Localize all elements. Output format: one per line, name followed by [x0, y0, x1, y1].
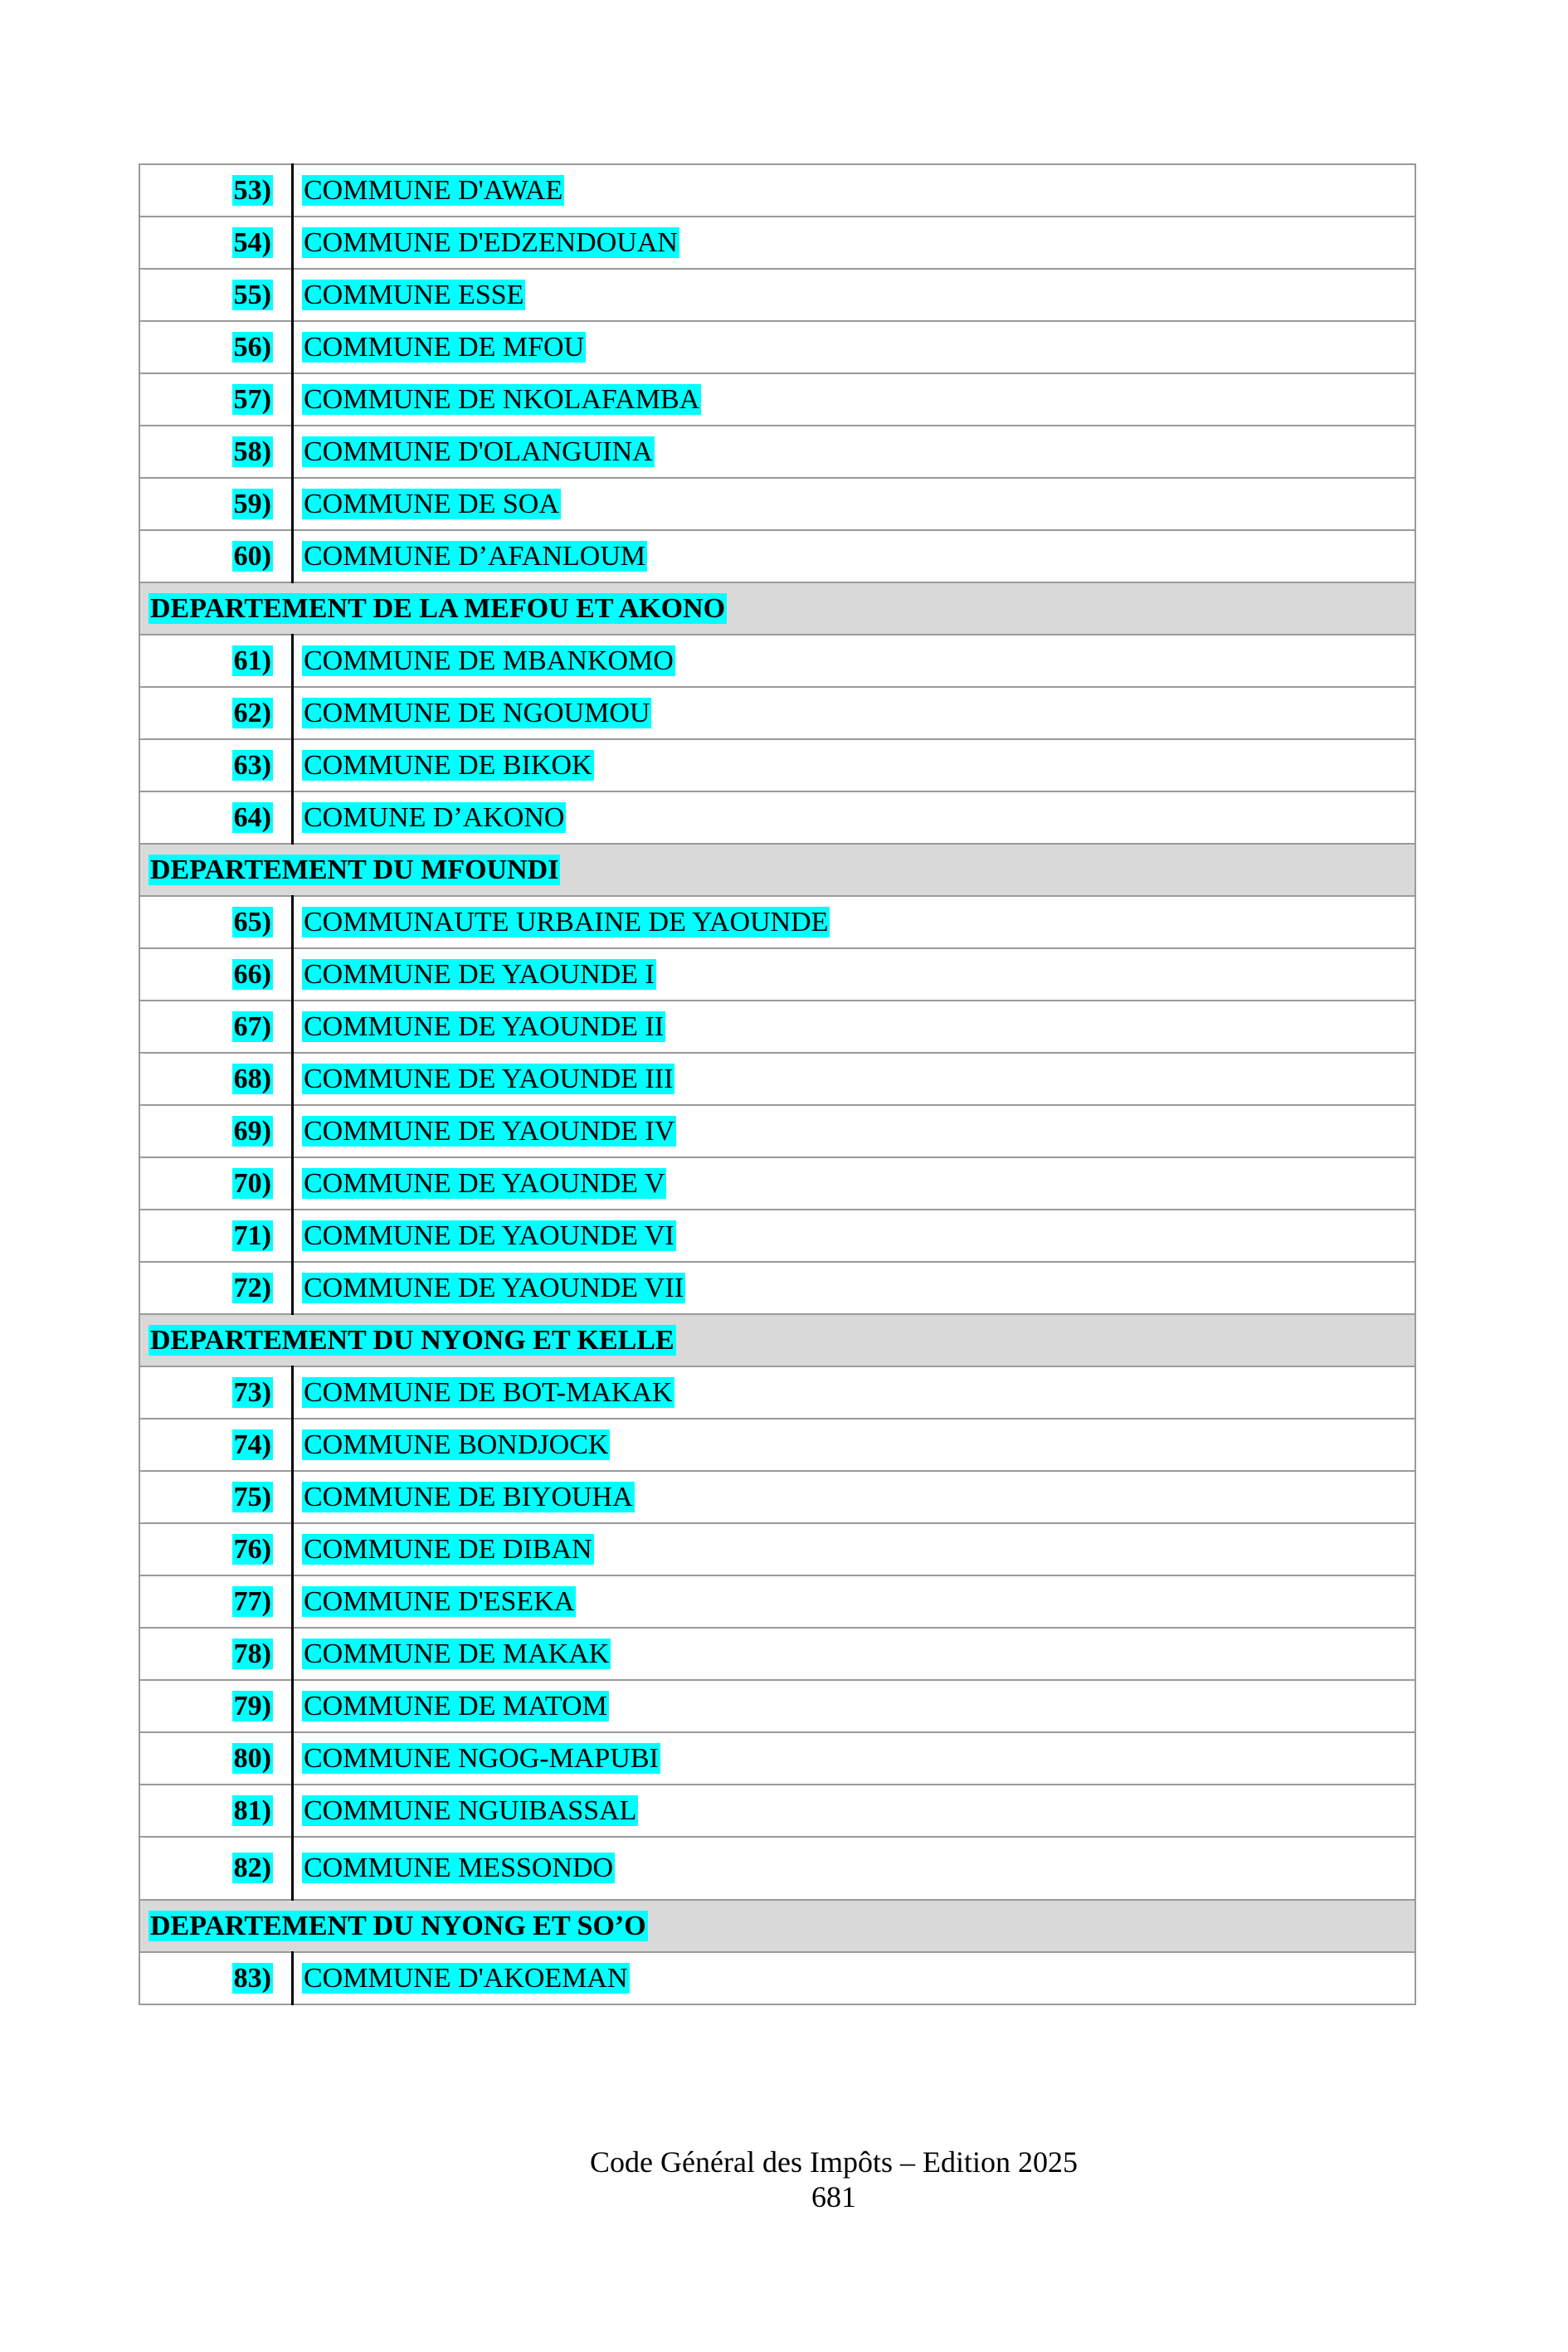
commune-name-cell [293, 1157, 1416, 1210]
commune-name: COMUNE D’AKONO [304, 801, 565, 833]
department-header-row [139, 582, 1415, 635]
row-number: 76) [233, 1533, 271, 1565]
commune-name: COMMUNAUTE URBAINE DE YAOUNDE [304, 906, 829, 937]
table-row [139, 1523, 1415, 1575]
department-header-row [139, 1900, 1415, 1952]
commune-name-cell [293, 1680, 1416, 1732]
row-number-cell [139, 1210, 293, 1262]
department-header-cell [139, 1900, 1415, 1952]
row-number: 79) [233, 1690, 271, 1721]
row-number-cell [139, 1471, 293, 1523]
commune-name: COMMUNE DE MBANKOMO [304, 645, 674, 676]
row-number-cell [139, 217, 293, 269]
table-row [139, 1785, 1415, 1837]
footer-title: Code Général des Impôts – Edition 2025 [590, 2145, 1078, 2179]
row-number: 75) [233, 1481, 271, 1512]
row-number-cell [139, 896, 293, 948]
page-footer [0, 2145, 1568, 2214]
commune-name: COMMUNE BONDJOCK [304, 1429, 609, 1460]
table-row [139, 1419, 1415, 1471]
commune-name: COMMUNE NGOG-MAPUBI [304, 1742, 659, 1774]
commune-name: COMMUNE DE NKOLAFAMBA [304, 383, 700, 415]
row-number-cell [139, 478, 293, 530]
row-number: 72) [233, 1272, 271, 1303]
commune-name-cell [293, 635, 1416, 687]
commune-name-cell [293, 373, 1416, 426]
table-row [139, 321, 1415, 373]
row-number: 77) [233, 1585, 271, 1617]
row-number: 61) [233, 645, 271, 676]
commune-name-cell [293, 1628, 1416, 1680]
row-number-cell [139, 1575, 293, 1628]
department-header-cell [139, 582, 1415, 635]
commune-name: COMMUNE MESSONDO [304, 1853, 614, 1883]
row-number: 63) [233, 749, 271, 781]
department-header-cell [139, 844, 1415, 896]
row-number: 56) [233, 331, 271, 363]
department-title: DEPARTEMENT DU NYONG ET SO’O [150, 1910, 646, 1941]
commune-name-cell [293, 791, 1416, 844]
row-number: 64) [233, 801, 271, 833]
row-number: 83) [233, 1962, 271, 1994]
commune-name-cell [293, 530, 1416, 582]
commune-name-cell [293, 1523, 1416, 1575]
table-row [139, 1952, 1415, 2004]
commune-name: COMMUNE DE YAOUNDE I [304, 958, 655, 990]
row-number-cell [139, 269, 293, 321]
commune-name-cell [293, 1210, 1416, 1262]
commune-name-cell [293, 164, 1416, 217]
row-number: 59) [233, 488, 271, 519]
table-row [139, 1575, 1415, 1628]
table-row [139, 373, 1415, 426]
table-row [139, 791, 1415, 844]
table-row [139, 1210, 1415, 1262]
commune-name-cell [293, 739, 1416, 791]
communes-table-body [139, 164, 1415, 2004]
table-row [139, 269, 1415, 321]
table-row [139, 1157, 1415, 1210]
commune-name: COMMUNE D’AFANLOUM [304, 540, 646, 572]
table-row [139, 1366, 1415, 1419]
table-row [139, 1053, 1415, 1105]
table-row [139, 739, 1415, 791]
row-number-cell [139, 791, 293, 844]
row-number-cell [139, 1001, 293, 1053]
row-number: 78) [233, 1638, 271, 1669]
row-number-cell [139, 1366, 293, 1419]
table-row [139, 530, 1415, 582]
commune-name: COMMUNE DE YAOUNDE III [304, 1063, 674, 1094]
table-row [139, 478, 1415, 530]
row-number-cell [139, 1523, 293, 1575]
row-number: 73) [233, 1376, 271, 1408]
row-number: 67) [233, 1010, 271, 1042]
commune-name: COMMUNE DE YAOUNDE V [304, 1167, 665, 1199]
commune-name: COMMUNE DE BOT-MAKAK [304, 1376, 673, 1408]
table-row [139, 1105, 1415, 1157]
row-number-cell [139, 1053, 293, 1105]
communes-table [139, 163, 1416, 2005]
commune-name-cell [293, 426, 1416, 478]
table-row [139, 1680, 1415, 1732]
department-header-row [139, 1314, 1415, 1366]
commune-name-cell [293, 948, 1416, 1001]
commune-name-cell [293, 1001, 1416, 1053]
table-row [139, 426, 1415, 478]
row-number-cell [139, 1157, 293, 1210]
table-row [139, 1837, 1415, 1900]
commune-name: COMMUNE DE NGOUMOU [304, 697, 650, 728]
commune-name-cell [293, 1419, 1416, 1471]
table-row [139, 164, 1415, 217]
table-row [139, 635, 1415, 687]
row-number-cell [139, 1628, 293, 1680]
row-number: 81) [233, 1794, 271, 1826]
commune-name: COMMUNE DE MAKAK [304, 1638, 610, 1669]
commune-name-cell [293, 1053, 1416, 1105]
commune-name-cell [293, 1262, 1416, 1314]
commune-name-cell [293, 321, 1416, 373]
row-number: 80) [233, 1742, 271, 1774]
table-row [139, 1732, 1415, 1785]
commune-name-cell [293, 896, 1416, 948]
commune-name-cell [293, 1732, 1416, 1785]
commune-name: COMMUNE DE YAOUNDE VII [304, 1272, 684, 1303]
row-number: 53) [233, 174, 271, 206]
row-number: 82) [233, 1853, 271, 1883]
row-number-cell [139, 1262, 293, 1314]
row-number-cell [139, 1952, 293, 2004]
row-number-cell [139, 635, 293, 687]
row-number-cell [139, 1419, 293, 1471]
commune-name-cell [293, 1471, 1416, 1523]
row-number-cell [139, 739, 293, 791]
department-header-row [139, 844, 1415, 896]
row-number: 60) [233, 540, 271, 572]
commune-name: COMMUNE DE BIYOUHA [304, 1481, 633, 1512]
commune-name: COMMUNE DE YAOUNDE II [304, 1010, 665, 1042]
table-row [139, 896, 1415, 948]
table-row [139, 948, 1415, 1001]
row-number-cell [139, 1837, 293, 1900]
commune-name-cell [293, 478, 1416, 530]
commune-name-cell [293, 1105, 1416, 1157]
commune-name: COMMUNE D'AKOEMAN [304, 1962, 628, 1994]
page-number: 681 [811, 2180, 856, 2213]
commune-name-cell [293, 217, 1416, 269]
row-number: 74) [233, 1429, 271, 1460]
table-row [139, 1628, 1415, 1680]
commune-name-cell [293, 1366, 1416, 1419]
commune-name: COMMUNE DE MFOU [304, 331, 585, 363]
row-number-cell [139, 1105, 293, 1157]
row-number: 55) [233, 279, 271, 310]
table-row [139, 1471, 1415, 1523]
row-number: 70) [233, 1167, 271, 1199]
row-number-cell [139, 164, 293, 217]
row-number: 62) [233, 697, 271, 728]
commune-name-cell [293, 1952, 1416, 2004]
commune-name: COMMUNE DE YAOUNDE VI [304, 1220, 674, 1251]
row-number: 54) [233, 226, 271, 258]
row-number-cell [139, 1785, 293, 1837]
row-number-cell [139, 321, 293, 373]
commune-name: COMMUNE D'AWAE [304, 174, 563, 206]
row-number-cell [139, 948, 293, 1001]
row-number: 71) [233, 1220, 271, 1251]
row-number-cell [139, 687, 293, 739]
commune-name: COMMUNE D'OLANGUINA [304, 436, 653, 467]
table-row [139, 217, 1415, 269]
table-row [139, 687, 1415, 739]
department-title: DEPARTEMENT DU NYONG ET KELLE [150, 1324, 674, 1356]
commune-name: COMMUNE D'ESEKA [304, 1585, 575, 1617]
row-number-cell [139, 530, 293, 582]
row-number: 68) [233, 1063, 271, 1094]
row-number-cell [139, 1732, 293, 1785]
commune-name-cell [293, 1837, 1416, 1900]
commune-name: COMMUNE DE MATOM [304, 1690, 607, 1721]
commune-name: COMMUNE D'EDZENDOUAN [304, 226, 678, 258]
commune-name-cell [293, 687, 1416, 739]
commune-name-cell [293, 269, 1416, 321]
commune-name: COMMUNE DE SOA [304, 488, 559, 519]
commune-name: COMMUNE DE BIKOK [304, 749, 592, 781]
commune-name: COMMUNE ESSE [304, 279, 524, 310]
row-number-cell [139, 426, 293, 478]
table-row [139, 1001, 1415, 1053]
department-title: DEPARTEMENT DU MFOUNDI [150, 854, 559, 885]
row-number-cell [139, 1680, 293, 1732]
commune-name-cell [293, 1575, 1416, 1628]
commune-name: COMMUNE DE YAOUNDE IV [304, 1115, 675, 1147]
department-header-cell [139, 1314, 1415, 1366]
table-row [139, 1262, 1415, 1314]
row-number: 58) [233, 436, 271, 467]
row-number: 57) [233, 383, 271, 415]
row-number: 66) [233, 958, 271, 990]
commune-name: COMMUNE DE DIBAN [304, 1533, 592, 1565]
row-number-cell [139, 373, 293, 426]
department-title: DEPARTEMENT DE LA MEFOU ET AKONO [150, 592, 726, 624]
row-number: 69) [233, 1115, 271, 1147]
commune-name-cell [293, 1785, 1416, 1837]
commune-name: COMMUNE NGUIBASSAL [304, 1794, 637, 1826]
row-number: 65) [233, 906, 271, 937]
